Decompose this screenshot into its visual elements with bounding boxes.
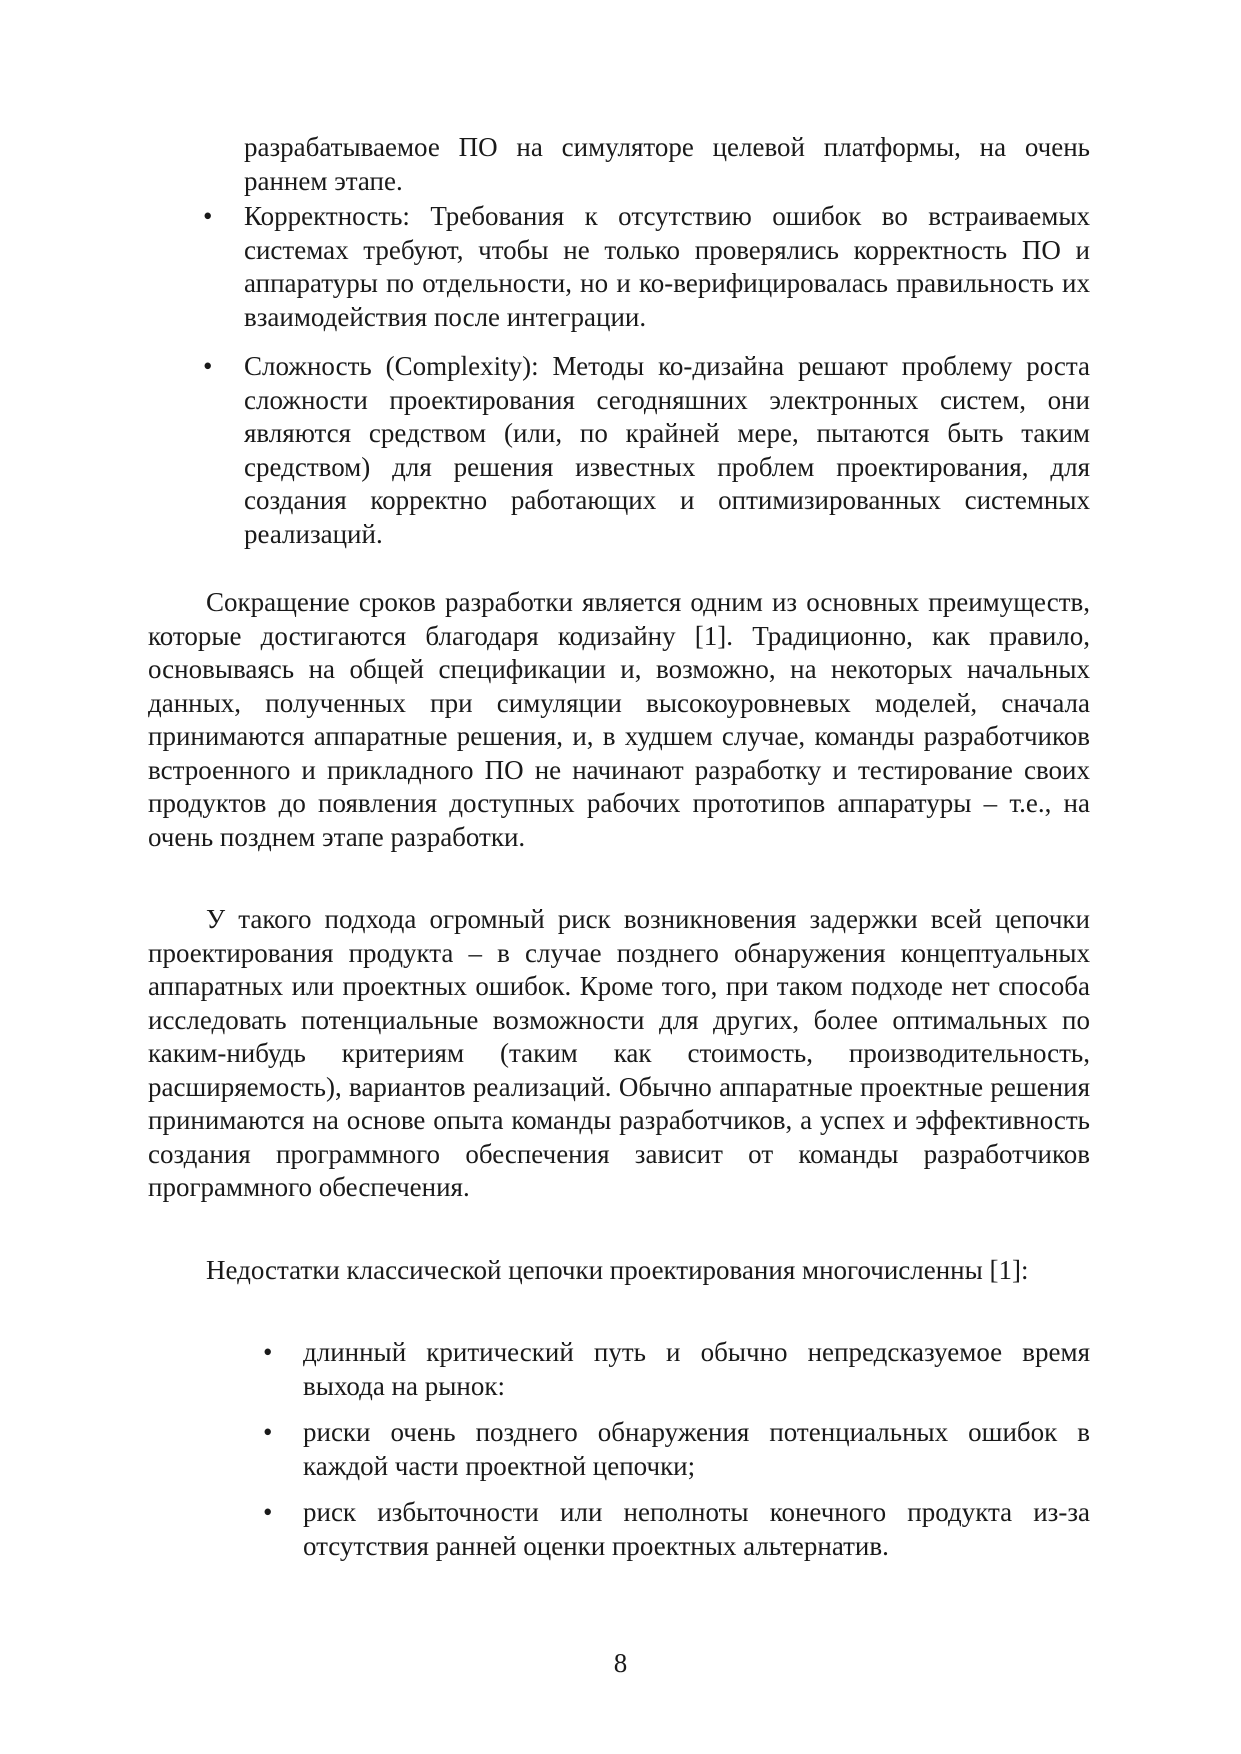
top-bullet-list xyxy=(203,200,1090,551)
list-item xyxy=(263,1496,1090,1563)
body-paragraph: У такого подхода огромный риск возникновения задержки всей цепочки проектирования продукта – в случае позднего обнаружения концептуальных аппаратных или проектных ошибок. Кроме того, при таком подходе нет способа исследовать потенциальные возможности для других, более оптимальных по каким-нибудь критериям (таким как стоимость, производительность, расширяемость), вариантов реализаций. Обычно аппаратные проектные решения принимаются на основе опыта команды разработчиков, а успех и эффективность создания программного обеспечения зависит от команды разработчиков программного обеспечения. xyxy=(148,904,1090,1202)
bullet-icon: • xyxy=(263,1497,273,1527)
list-item xyxy=(203,200,1090,334)
bullet-icon: • xyxy=(203,201,213,231)
list-item xyxy=(203,350,1090,551)
bullet-icon: • xyxy=(203,351,213,381)
bullet-icon: • xyxy=(263,1337,273,1367)
list-item xyxy=(263,1416,1090,1483)
bullet-text: длинный критический путь и обычно непредсказуемое время выхода на рынок: xyxy=(303,1337,1090,1401)
bottom-bullet-list xyxy=(263,1336,1090,1563)
body-paragraph: Сокращение сроков разработки является одним из основных преимуществ, которые достигаются благодаря кодизайну [1]. Традиционно, как правило, основываясь на общей спецификации и, возможно, на некоторых начальных данных, полученных при симуляции высокоуровневых моделей, сначала принимаются аппаратные решения, и, в худшем случае, команды разработчиков встроенного и прикладного ПО не начинают разработку и тестирование своих продуктов до появления доступных рабочих прототипов аппаратуры – т.е., на очень позднем этапе разработки. xyxy=(148,587,1090,852)
body-paragraph: Недостатки классической цепочки проектирования многочисленны [1]: xyxy=(206,1255,1029,1285)
continuation-paragraph: разрабатываемое ПО на симуляторе целевой платформы, на очень раннем этапе. xyxy=(244,132,1090,196)
list-item xyxy=(263,1336,1090,1403)
bullet-icon: • xyxy=(263,1417,273,1447)
bullet-text: риски очень позднего обнаружения потенциальных ошибок в каждой части проектной цепочки; xyxy=(303,1417,1090,1481)
bullet-text: Корректность: Требования к отсутствию ошибок во встраиваемых системах требуют, чтобы не только проверялись корректность ПО и аппаратуры по отдельности, но и ко-верифицировалась правильность их взаимодействия после интеграции. xyxy=(244,201,1090,332)
bullet-text: риск избыточности или неполноты конечного продукта из-за отсутствия ранней оценки проектных альтернатив. xyxy=(303,1497,1090,1561)
page-number: 8 xyxy=(613,1648,628,1678)
bullet-text: Сложность (Complexity): Методы ко-дизайна решают проблему роста сложности проектирования сегодняшних электронных систем, они являются средством (или, по крайней мере, пытаются быть таким средством) для решения известных проблем проектирования, для создания корректно работающих и оптимизированных системных реализаций. xyxy=(244,351,1090,549)
